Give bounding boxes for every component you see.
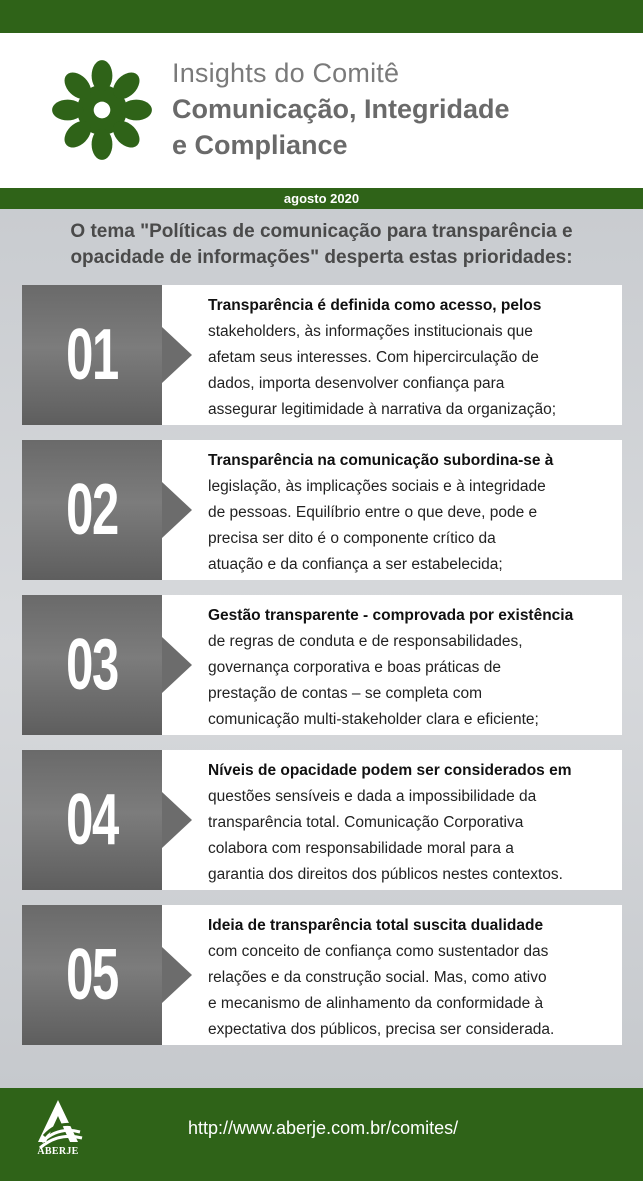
item-text-box — [162, 595, 622, 735]
priority-item-05 — [22, 905, 622, 1045]
priority-item-02 — [22, 440, 622, 580]
arrow-right-icon — [162, 482, 192, 538]
item-line: governança corporativa e boas práticas de — [208, 659, 501, 676]
item-line: atuação e da confiança a ser estabelecida; — [208, 556, 503, 573]
item-text-box — [162, 750, 622, 890]
item-text — [208, 758, 622, 888]
item-text-box — [162, 285, 622, 425]
item-number-box — [22, 905, 162, 1045]
title-line-3: e Compliance — [172, 130, 348, 160]
item-line: assegurar legitimidade à narrativa da organização; — [208, 401, 557, 418]
item-number: 05 — [66, 935, 118, 1015]
intro-line-2: opacidade de informações" desperta estas prioridades: — [70, 247, 573, 268]
item-line: com conceito de confiança como sustentador das — [208, 943, 549, 960]
item-line: afetam seus interesses. Com hipercirculação de — [208, 349, 539, 366]
aberje-logo-text: ABERJE — [37, 1146, 79, 1157]
item-number-box — [22, 440, 162, 580]
item-line: comunicação multi-stakeholder clara e eficiente; — [208, 711, 539, 728]
item-line: de pessoas. Equilíbrio entre o que deve, pode e — [208, 504, 538, 521]
item-line: precisa ser dito é o componente crítico da — [208, 530, 496, 547]
date-label: agosto 2020 — [0, 188, 643, 209]
header — [0, 33, 643, 188]
item-line: stakeholders, às informações institucionais que — [208, 323, 533, 340]
priority-item-03 — [22, 595, 622, 735]
flower-logo-icon — [50, 58, 154, 162]
intro-line-1: O tema "Políticas de comunicação para transparência e — [70, 221, 573, 242]
item-lead: Gestão transparente - comprovada por existência — [208, 607, 574, 624]
item-text — [208, 448, 622, 578]
arrow-right-icon — [162, 947, 192, 1003]
item-lead: Ideia de transparência total suscita dualidade — [208, 917, 544, 934]
item-number: 03 — [66, 625, 118, 705]
item-lead: Transparência na comunicação subordina-se à — [208, 452, 554, 469]
priority-item-04 — [22, 750, 622, 890]
item-number-box — [22, 750, 162, 890]
item-line: prestação de contas – se completa com — [208, 685, 482, 702]
item-line: legislação, às implicações sociais e à integridade — [208, 478, 546, 495]
item-text — [208, 913, 622, 1043]
item-line: expectativa dos públicos, precisa ser considerada. — [208, 1021, 555, 1038]
item-number: 01 — [66, 315, 118, 395]
title-line-2: Comunicação, Integridade — [172, 94, 510, 124]
item-number-box — [22, 595, 162, 735]
top-green-bar — [0, 0, 643, 33]
item-line: questões sensíveis e dada a impossibilidade da — [208, 788, 537, 805]
item-line: garantia dos direitos dos públicos nestes contextos. — [208, 866, 563, 883]
item-line: e mecanismo de alinhamento da conformidade à — [208, 995, 544, 1012]
item-line: relações e da construção social. Mas, como ativo — [208, 969, 547, 986]
item-line: colabora com responsabilidade moral para a — [208, 840, 514, 857]
arrow-right-icon — [162, 637, 192, 693]
footer-url-link[interactable]: http://www.aberje.com.br/comites/ — [188, 1118, 459, 1138]
item-line: transparência total. Comunicação Corporativa — [208, 814, 524, 831]
item-text — [208, 603, 622, 733]
main-content — [0, 209, 643, 1088]
item-line: dados, importa desenvolver confiança para — [208, 375, 505, 392]
arrow-right-icon — [162, 792, 192, 848]
item-lead: Transparência é definida como acesso, pelos — [208, 297, 542, 314]
priority-item-01 — [22, 285, 622, 425]
item-number-box — [22, 285, 162, 425]
arrow-right-icon — [162, 327, 192, 383]
item-number: 02 — [66, 470, 118, 550]
item-text — [208, 293, 622, 423]
item-number: 04 — [66, 780, 118, 860]
item-text-box — [162, 440, 622, 580]
title-line-1: Insights do Comitê — [172, 58, 400, 88]
item-lead: Níveis de opacidade podem ser considerados em — [208, 762, 572, 779]
item-text-box — [162, 905, 622, 1045]
intro-heading — [20, 219, 623, 271]
footer — [0, 1088, 643, 1181]
item-line: de regras de conduta e de responsabilidades, — [208, 633, 523, 650]
